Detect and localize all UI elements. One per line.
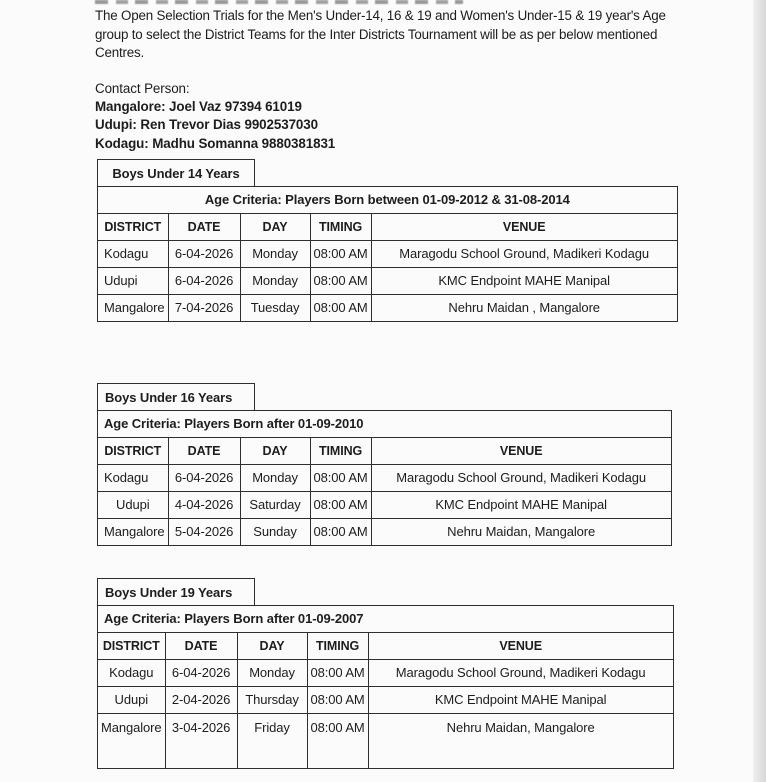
contact-line-udupi: Udupi: Ren Trevor Dias 9902537030 bbox=[95, 117, 318, 133]
contact-label: Contact Person: bbox=[95, 81, 190, 96]
cell-district: Udupi bbox=[98, 491, 169, 518]
cell-date: 6-04-2026 bbox=[168, 464, 240, 491]
cell-district: Kodagu bbox=[98, 659, 166, 686]
cell-date: 4-04-2026 bbox=[168, 491, 240, 518]
cell-district: Mangalore bbox=[98, 518, 169, 545]
cell-day: Monday bbox=[237, 659, 307, 686]
cell-date: 6-04-2026 bbox=[168, 267, 240, 294]
cell-venue: Nehru Maidan , Mangalore bbox=[371, 294, 677, 321]
cell-timing: 08:00 AM bbox=[310, 491, 371, 518]
cut-off-text-artifact bbox=[95, 0, 463, 4]
contact-line-kodagu: Kodagu: Madhu Somanna 9880381831 bbox=[95, 135, 336, 151]
cell-timing: 08:00 AM bbox=[310, 518, 371, 545]
age-criteria-row: Age Criteria: Players Born after 01-09-2007 bbox=[98, 605, 674, 632]
cell-day: Tuesday bbox=[240, 294, 310, 321]
cell-venue: Nehru Maidan, Mangalore bbox=[368, 713, 673, 768]
table-row bbox=[98, 686, 674, 713]
cell-day: Friday bbox=[237, 713, 307, 768]
cell-district: Mangalore bbox=[98, 713, 166, 768]
cell-day: Sunday bbox=[240, 518, 310, 545]
cell-venue: KMC Endpoint MAHE Manipal bbox=[368, 686, 673, 713]
cell-timing: 08:00 AM bbox=[310, 240, 371, 267]
cell-district: Kodagu bbox=[98, 240, 169, 267]
table-section-under-14 bbox=[97, 159, 678, 322]
cell-date: 7-04-2026 bbox=[168, 294, 240, 321]
col-header-date: DATE bbox=[168, 213, 240, 240]
cell-timing: 08:00 AM bbox=[307, 659, 368, 686]
col-header-date: DATE bbox=[165, 632, 237, 659]
col-header-district: DISTRICT bbox=[98, 632, 166, 659]
scan-edge bbox=[753, 0, 766, 782]
schedule-table bbox=[97, 605, 674, 769]
cell-day: Monday bbox=[240, 240, 310, 267]
schedule-table bbox=[97, 410, 672, 546]
cell-venue: KMC Endpoint MAHE Manipal bbox=[371, 267, 677, 294]
table-section-under-19 bbox=[97, 578, 674, 769]
col-header-timing: TIMING bbox=[307, 632, 368, 659]
intro-paragraph: The Open Selection Trials for the Men's Under-14, 16 & 19 and Women's Under-15 & 19 year's Age group to select the District Teams for the Inter Districts Tournament will be as per below mentioned Centres. bbox=[95, 8, 666, 61]
cell-timing: 08:00 AM bbox=[307, 686, 368, 713]
cell-day: Thursday bbox=[237, 686, 307, 713]
table-row bbox=[98, 713, 674, 768]
table-row bbox=[98, 294, 678, 321]
cell-day: Monday bbox=[240, 464, 310, 491]
cell-date: 2-04-2026 bbox=[165, 686, 237, 713]
col-header-venue: VENUE bbox=[371, 213, 677, 240]
cell-date: 5-04-2026 bbox=[168, 518, 240, 545]
table-title: Boys Under 19 Years bbox=[97, 578, 255, 606]
schedule-table bbox=[97, 186, 678, 322]
cell-district: Udupi bbox=[98, 267, 169, 294]
col-header-date: DATE bbox=[168, 437, 240, 464]
cell-district: Kodagu bbox=[98, 464, 169, 491]
cell-venue: Maragodu School Ground, Madikeri Kodagu bbox=[371, 240, 677, 267]
table-title: Boys Under 16 Years bbox=[97, 383, 255, 411]
cell-venue: Maragodu School Ground, Madikeri Kodagu bbox=[368, 659, 673, 686]
cell-district: Udupi bbox=[98, 686, 166, 713]
cell-timing: 08:00 AM bbox=[310, 267, 371, 294]
table-title: Boys Under 14 Years bbox=[97, 159, 255, 187]
cell-date: 3-04-2026 bbox=[165, 713, 237, 768]
cell-venue: Nehru Maidan, Mangalore bbox=[371, 518, 671, 545]
cell-timing: 08:00 AM bbox=[310, 464, 371, 491]
table-section-under-16 bbox=[97, 383, 672, 546]
cell-venue: KMC Endpoint MAHE Manipal bbox=[371, 491, 671, 518]
cell-district: Mangalore bbox=[98, 294, 169, 321]
contact-line-mangalore: Mangalore: Joel Vaz 97394 61019 bbox=[95, 99, 302, 115]
cell-venue: Maragodu School Ground, Madikeri Kodagu bbox=[371, 464, 671, 491]
cell-timing: 08:00 AM bbox=[307, 713, 368, 768]
col-header-venue: VENUE bbox=[371, 437, 671, 464]
table-row bbox=[98, 659, 674, 686]
cell-date: 6-04-2026 bbox=[165, 659, 237, 686]
table-row bbox=[98, 518, 672, 545]
cell-timing: 08:00 AM bbox=[310, 294, 371, 321]
contact-section bbox=[95, 80, 335, 153]
col-header-timing: TIMING bbox=[310, 213, 371, 240]
col-header-day: DAY bbox=[240, 437, 310, 464]
age-criteria-row: Age Criteria: Players Born between 01-09-2012 & 31-08-2014 bbox=[98, 186, 678, 213]
col-header-day: DAY bbox=[240, 213, 310, 240]
cell-day: Monday bbox=[240, 267, 310, 294]
table-row bbox=[98, 491, 672, 518]
cell-day: Saturday bbox=[240, 491, 310, 518]
cell-date: 6-04-2026 bbox=[168, 240, 240, 267]
col-header-day: DAY bbox=[237, 632, 307, 659]
col-header-district: DISTRICT bbox=[98, 437, 169, 464]
table-row bbox=[98, 267, 678, 294]
age-criteria-row: Age Criteria: Players Born after 01-09-2010 bbox=[98, 410, 672, 437]
col-header-venue: VENUE bbox=[368, 632, 673, 659]
col-header-timing: TIMING bbox=[310, 437, 371, 464]
table-row bbox=[98, 240, 678, 267]
col-header-district: DISTRICT bbox=[98, 213, 169, 240]
table-row bbox=[98, 464, 672, 491]
